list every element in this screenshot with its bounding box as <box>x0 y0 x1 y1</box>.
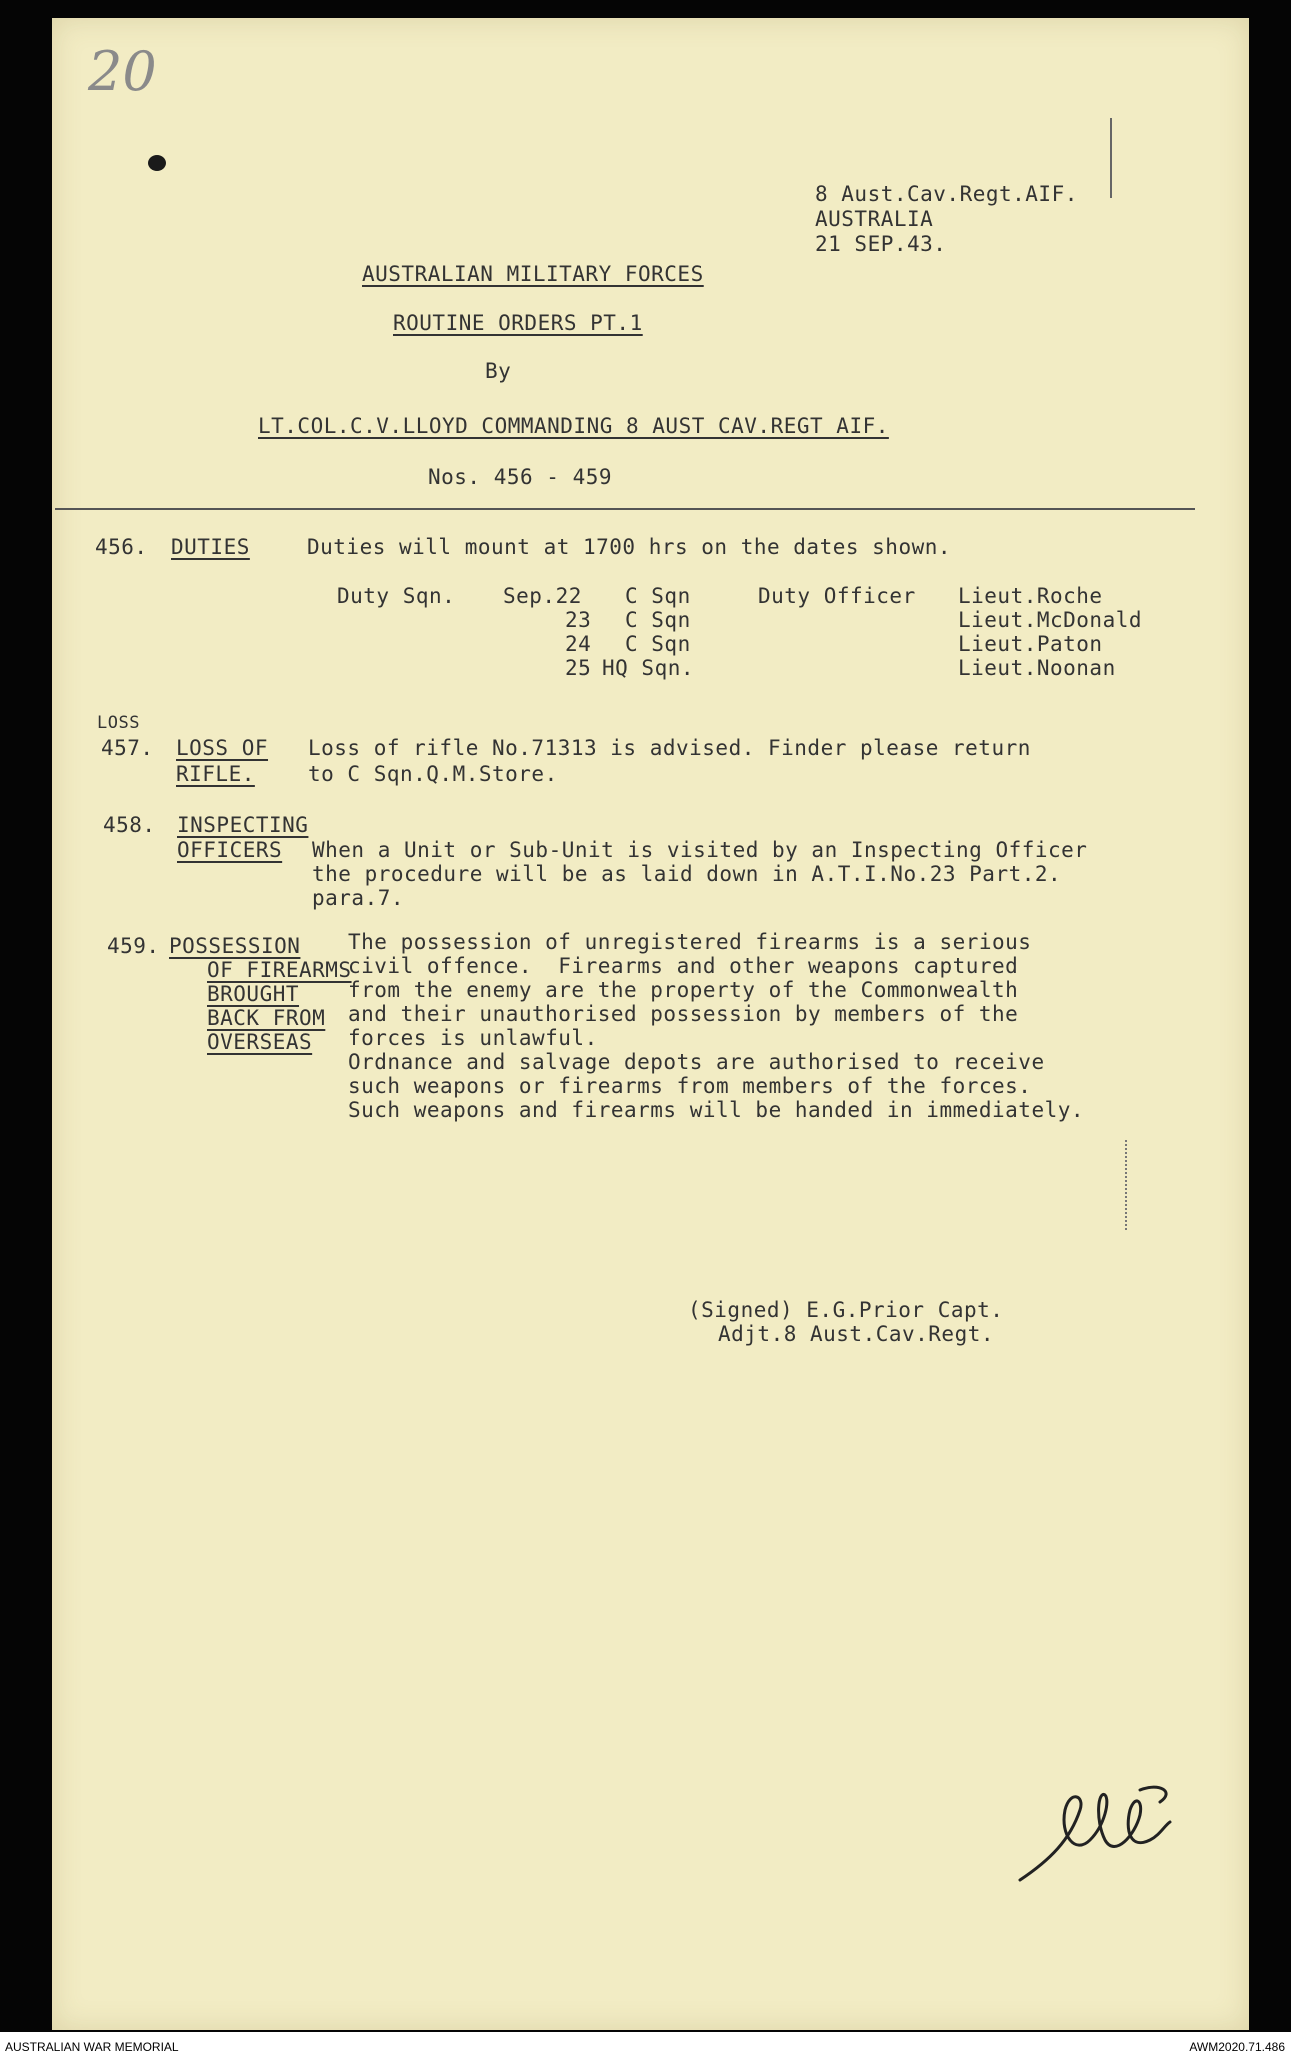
order-number: 458. <box>103 813 156 837</box>
order-heading: BACK FROM <box>207 1006 326 1030</box>
header-unit: 8 Aust.Cav.Regt.AIF. <box>815 182 1078 206</box>
title-forces: AUSTRALIAN MILITARY FORCES <box>362 262 704 286</box>
order-body-line: from the enemy are the property of the Commonwealth <box>348 978 1019 1002</box>
roster-officer: Lieut.McDonald <box>958 608 1143 632</box>
title-routine-orders: ROUTINE ORDERS PT.1 <box>393 311 643 335</box>
header-date: 21 SEP.43. <box>815 232 947 256</box>
order-heading: OF FIREARMS <box>207 958 352 982</box>
order-number: 459. <box>107 934 160 958</box>
divider-rule <box>55 508 1195 510</box>
margin-mark <box>1110 118 1112 198</box>
order-body-line: to C Sqn.Q.M.Store. <box>308 762 558 786</box>
order-heading: BROUGHT <box>207 982 300 1006</box>
roster-label: Duty Sqn. <box>337 584 456 608</box>
handwritten-initials-signature <box>1010 1780 1190 1890</box>
order-body-line: forces is unlawful. <box>348 1026 598 1050</box>
order-heading: POSSESSION <box>169 934 301 958</box>
order-number: 456. <box>95 535 148 559</box>
order-body-line: para.7. <box>312 886 405 910</box>
title-numbers: Nos. 456 - 459 <box>428 465 613 489</box>
order-body-line: Duties will mount at 1700 hrs on the dates shown. <box>307 535 952 559</box>
roster-officer: Lieut.Noonan <box>958 656 1116 680</box>
roster-sqn: HQ Sqn. <box>602 656 695 680</box>
roster-officer: Lieut.Paton <box>958 632 1103 656</box>
footer-institution: AUSTRALIAN WAR MEMORIAL <box>5 2040 179 2054</box>
title-by: By <box>485 359 512 383</box>
order-heading: OFFICERS <box>177 838 283 862</box>
signature-name: (Signed) E.G.Prior Capt. <box>688 1298 1004 1322</box>
order-heading: RIFLE. <box>176 762 255 786</box>
order-body-line: When a Unit or Sub-Unit is visited by an Inspecting Officer <box>312 838 1088 862</box>
order-body-line: civil offence. Firearms and other weapons captured <box>348 954 1019 978</box>
order-body-line: Loss of rifle No.71313 is advised. Finder please return <box>308 736 1031 760</box>
footer-accession-number: AWM2020.71.486 <box>1189 2040 1285 2054</box>
title-commanding: LT.COL.C.V.LLOYD COMMANDING 8 AUST CAV.REGT AIF. <box>258 414 889 438</box>
order-body-line: and their unauthorised possession by members of the <box>348 1002 1019 1026</box>
roster-date: Sep.22 <box>503 584 582 608</box>
roster-date: 24 <box>565 632 592 656</box>
punch-hole <box>148 155 166 171</box>
order-body-line: Such weapons and firearms will be handed in immediately. <box>348 1098 1085 1122</box>
signature-title: Adjt.8 Aust.Cav.Regt. <box>718 1322 995 1346</box>
order-heading: INSPECTING <box>177 813 309 837</box>
order-body-line: The possession of unregistered firearms is a serious <box>348 930 1032 954</box>
order-body-line: Ordnance and salvage depots are authorised to receive <box>348 1050 1045 1074</box>
order-number: 457. <box>101 736 154 760</box>
order-heading-prefix: LOSS <box>97 713 140 733</box>
roster-sqn: C Sqn <box>625 608 691 632</box>
roster-officer-label: Duty Officer <box>758 584 916 608</box>
order-body-line: such weapons or firearms from members of the forces. <box>348 1074 1032 1098</box>
roster-sqn: C Sqn <box>625 632 691 656</box>
margin-mark <box>1125 1140 1127 1230</box>
header-country: AUSTRALIA <box>815 207 934 231</box>
order-heading: DUTIES <box>171 535 250 559</box>
roster-date: 25 <box>565 656 592 680</box>
roster-date: 23 <box>565 608 592 632</box>
order-heading: LOSS OF <box>176 736 269 760</box>
roster-sqn: C Sqn <box>625 584 691 608</box>
order-heading: OVERSEAS <box>207 1030 313 1054</box>
order-body-line: the procedure will be as laid down in A.T.I.No.23 Part.2. <box>312 862 1062 886</box>
folio-number: 20 <box>88 40 157 103</box>
roster-officer: Lieut.Roche <box>958 584 1103 608</box>
